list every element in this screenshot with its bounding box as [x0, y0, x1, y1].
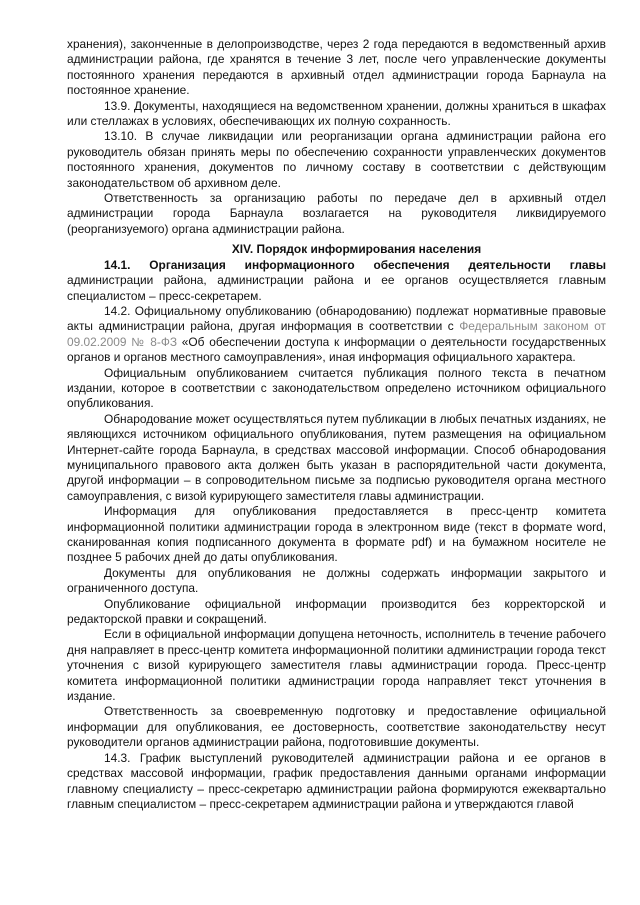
section-title: XIV. Порядок информирования населения: [231, 242, 482, 257]
paragraph-promulgation: Обнародование может осуществляться путем публикации в любых печатных изданиях, не являющихся источником официального опубликования, путем размещения на официальном Интернет-сайте города Барнаула, в средствах массовой информации. Способ обнародования муниципального правового акта должен быть указан в распорядительной части документа, другой информации – в сопроводительном письме за подписью руководителя органа местного самоуправления, с визой курирующего заместителя главы администрации.: [67, 411, 606, 503]
paragraph-press-center: Информация для опубликования предоставляется в пресс-центр комитета информационной политики администрации города в электронном виде (текст в формате word, сканированная копия подписанного документа в формате pdf) и на бумажном носителе не позднее 5 рабочих дней до даты опубликования.: [67, 504, 606, 565]
paragraph-restricted-info: Документы для опубликования не должны содержать информации закрытого и ограниченного доступа.: [67, 565, 606, 596]
paragraph-13-9: 13.9. Документы, находящиеся на ведомственном хранении, должны храниться в шкафах или стеллажах в условиях, обеспечивающих их полную сохранность.: [67, 98, 606, 129]
paragraph-inaccuracy: Если в официальной информации допущена неточность, исполнитель в течение рабочего дня направляет в пресс-центр комитета информационной политики администрации города текст уточнения с визой курирующего заместителя главы администрации города. Пресс-центр комитета информационной политики администрации города направляет текст уточнения в издание.: [67, 627, 606, 704]
paragraph-responsibility-archive: Ответственность за организацию работы по передаче дел в архивный отдел администрации города Барнаула возлагается на руководителя ликвидируемого (реорганизуемого) органа администрации района.: [67, 191, 606, 236]
paragraph-archive-transfer: хранения), законченные в делопроизводстве, через 2 года передаются в ведомственный архив администрации района, где хранятся в течение 3 лет, после чего управленческие документы постоянного хранения передаются в архивный отдел администрации города Барнаула на постоянное хранение.: [67, 37, 606, 98]
paragraph-14-3: 14.3. График выступлений руководителей администрации района и ее органов в средствах массовой информации, график предоставления данными органами информации главному специалисту – пресс-секретарю администрации района формируются ежеквартально главным специалистом – пресс-секретарем администрации района и утверждаются главой: [67, 750, 606, 811]
paragraph-14-2: [67, 304, 606, 366]
paragraph-14-1: [67, 258, 606, 304]
paragraph-official-publication: Официальным опубликованием считается публикация полного текста в печатном издании, которое в соответствии с законодательством определено источником официального опубликования.: [67, 365, 606, 411]
paragraph-responsibility-publication: Ответственность за своевременную подготовку и предоставление официальной информации для опубликования, ее достоверность, соответствие законодательству несут руководители органов администрации района, подготовившие документы.: [67, 704, 606, 750]
paragraph-14-1-rest: администрации района, администрации района и ее органов осуществляется главным специалистом – пресс-секретарем.: [67, 273, 606, 303]
paragraph-14-2-end: «Об обеспечении доступа к информации о деятельности государственных органов и органов местного самоуправления», иная информация официального характера.: [67, 334, 606, 365]
paragraph-14-1-bold: 14.1. Организация информационного обеспечения деятельности главы: [104, 257, 606, 272]
paragraph-14-2-start: 14.2. Официальному опубликованию (обнародованию) подлежат нормативные правовые акты администрации района, другая информация в соответствии с: [67, 303, 606, 334]
federal-law-link[interactable]: Федеральным законом от 09.02.2009 № 8-ФЗ: [67, 319, 606, 349]
paragraph-13-10: 13.10. В случае ликвидации или реорганизации органа администрации района его руководитель обязан принять меры по обеспечению сохранности управленческих документов постоянного хранения, документов по личному составу в соответствии с действующим законодательством об архивном деле.: [67, 129, 606, 190]
paragraph-no-editing: Опубликование официальной информации производится без корректорской и редакторской правки и сокращений.: [67, 596, 606, 627]
